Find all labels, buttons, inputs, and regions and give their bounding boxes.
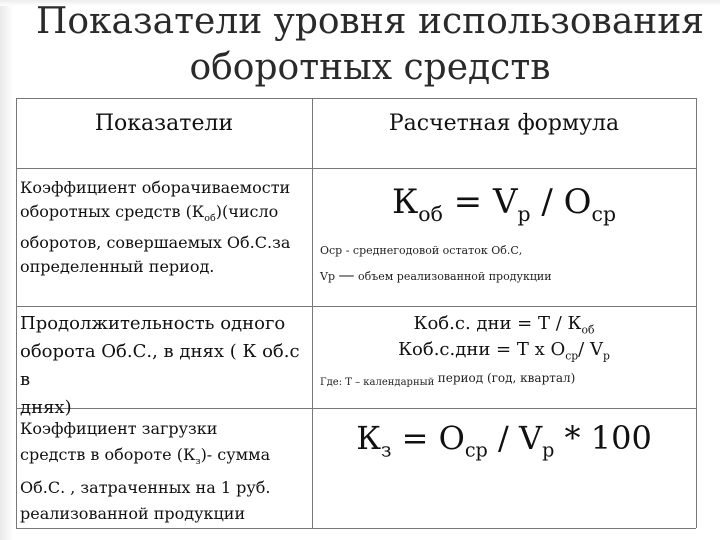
row2-name-line1: Продолжительность одного [20,313,286,334]
slide-title-line2: оборотных средств [189,47,551,88]
row1-indicator-name [20,176,310,279]
row2-name-line3: днях) [20,397,72,418]
row2-name-line2: оборота Об.С., в днях ( К об.с в [20,341,300,390]
row2-indicator-name [20,310,310,422]
slide-frame-left [0,0,14,540]
table-rule-header [16,168,696,169]
row2-note-calendar-period: Где: Т – календарный период (год, квартал) [320,371,576,388]
row3-indicator-name [20,416,310,527]
table-rule-row1 [16,306,696,307]
row3-name-line2: средств в обороте $(К_з)-$ сумма [20,445,271,468]
row3-name-line4: реализованной продукции [20,504,246,524]
indicators-table [16,98,696,528]
row2-formula1: Коб.с. дни = Т / $К_{об}$ [413,313,595,337]
row3-formula: $К_з = О_{ср} / V_р * 100$ [356,419,652,462]
header-indicators: Показатели [94,111,234,136]
row1-name-line2: оборотных средств $(К_{об})(число$ [20,202,279,225]
table-border-left [16,98,17,528]
row1-name-line1: Коэффициент оборачиваемости [20,178,291,197]
header-formula: Расчетная формула [388,111,620,136]
table-border-bottom [16,528,696,529]
row1-formula: $К_{об} = V_р / О_{ср}$ [391,182,617,226]
row3-name-line1: Коэффициент загрузки [20,419,218,438]
row1-name-line3: оборотов, совершаемых Об.С.за [20,233,291,253]
table-border-right [696,98,697,528]
table-border-top [16,98,696,99]
row1-note-avg-balance: Оср - среднегодовой остаток Об.С, [320,244,523,257]
slide-title-line1: Показатели уровня использования [35,1,704,42]
row3-name-line3: Об.С. , затраченных на 1 руб. [20,478,271,498]
row1-name-line4: определенный период. [20,257,215,277]
row1-note-sales-volume: Vр — объем реализованной продукции [320,265,552,284]
row2-formula2: Коб.с.дни = Т х $О_{ср}/$ $V_р$ [398,339,610,363]
